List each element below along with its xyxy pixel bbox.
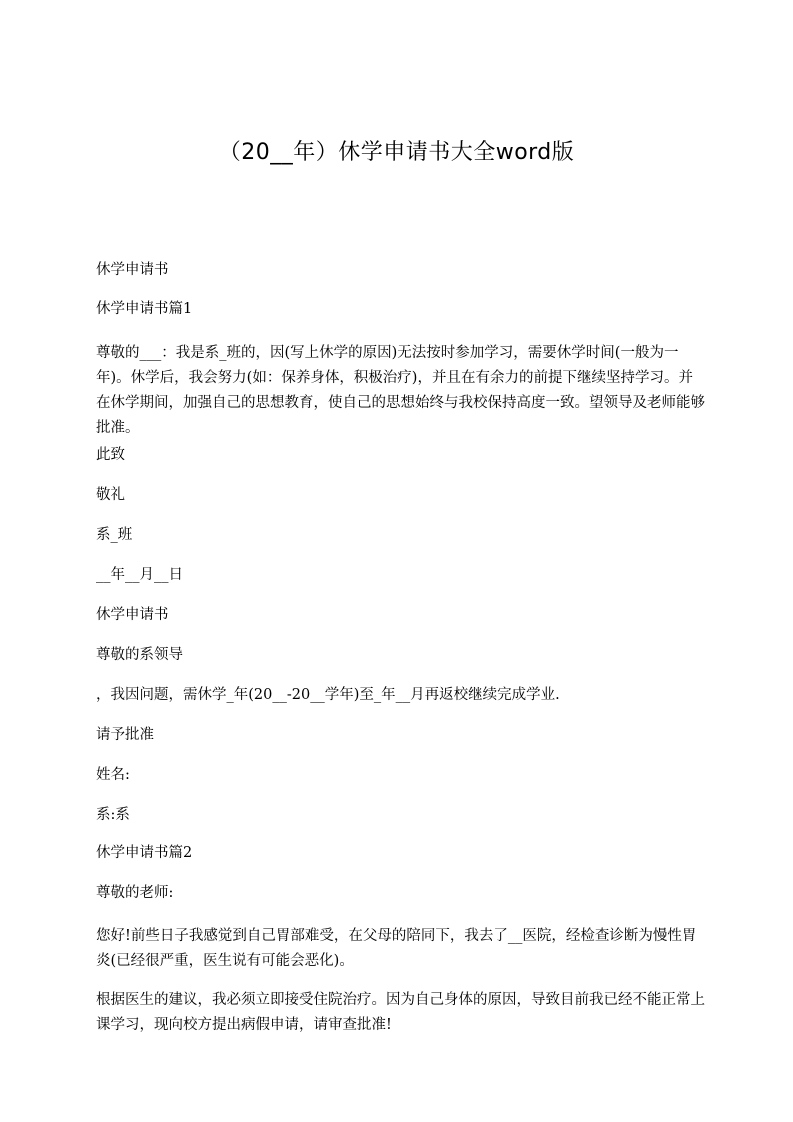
request-approval: 请予批准 <box>96 727 154 743</box>
heading-part-1: 休学申请书篇1 <box>96 301 193 317</box>
body-paragraph-1: 尊敬的___：我是系_班的，因(写上休学的原因)无法按时参加学习，需要休学时间(一般为一年)。休学后，我会努力(如：保养身体，积极治疗)，并且在有余力的前提下继续坚持学习。并在休学期间，加强自己的思想教育，使自己的思想始终与我校保持高度一致。望领导及老师能够批准。 <box>96 345 705 436</box>
body-paragraph-2: ，我因问题，需休学_年(20__-20__学年)至_年__月再返校继续完成学业. <box>96 687 560 703</box>
name-field-label: 姓名: <box>96 767 130 783</box>
closing-line-1: 此致 <box>96 447 125 463</box>
heading-application-2: 休学申请书 <box>96 607 169 623</box>
closing-line-2: 敬礼 <box>96 487 125 503</box>
document-title: （20__年）休学申请书大全word版 <box>218 140 575 165</box>
body-paragraph-3: 您好!前些日子我感觉到自己胃部难受，在父母的陪同下，我去了__医院，经检查诊断为慢性胃炎(已经很严重，医生说有可能会恶化)。 <box>96 928 697 969</box>
body-paragraph-4: 根据医生的建议，我必须立即接受住院治疗。因为自己身体的原因，导致目前我已经不能正常上课学习，现向校方提出病假申请，请审查批准! <box>96 992 705 1033</box>
signature-date: __年__月__日 <box>96 567 183 583</box>
heading-part-2: 休学申请书篇2 <box>96 845 193 861</box>
salutation-leaders: 尊敬的系领导 <box>96 647 183 663</box>
signature-department: 系_班 <box>96 527 133 543</box>
heading-application: 休学申请书 <box>96 262 169 278</box>
salutation-teacher: 尊敬的老师: <box>96 885 174 901</box>
department-field-label: 系:系 <box>96 807 130 823</box>
